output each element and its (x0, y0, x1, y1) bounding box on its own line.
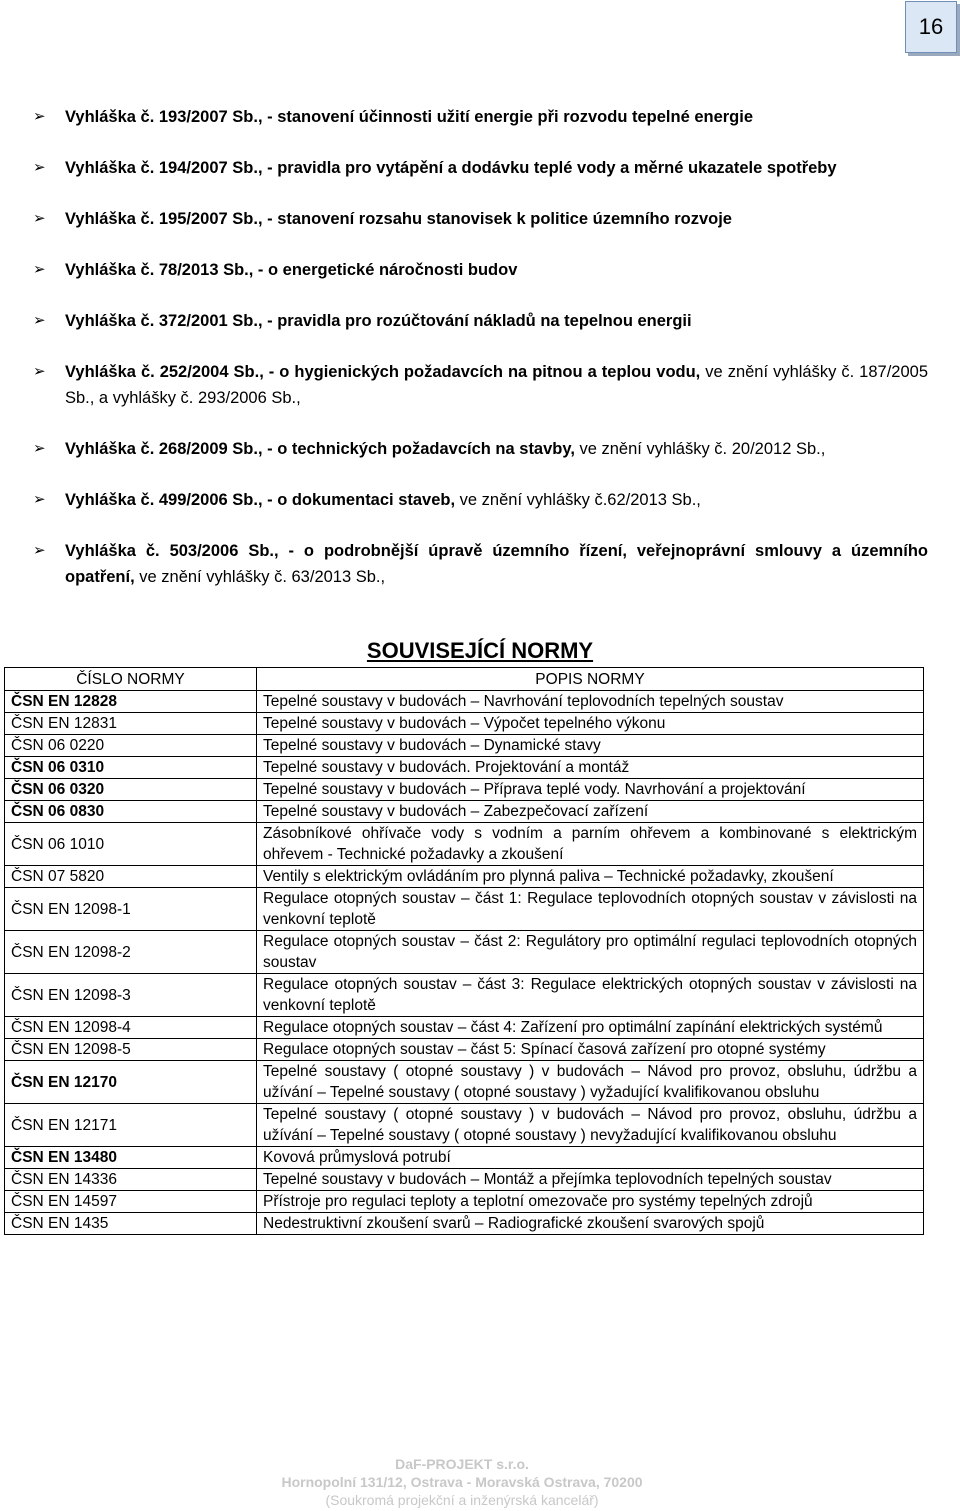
regulation-title: Vyhláška č. 193/2007 Sb., - stanovení účinnosti užití energie při rozvodu tepelné energie (65, 108, 754, 126)
table-row (5, 1191, 924, 1213)
table-row (5, 691, 924, 713)
table-row (5, 866, 924, 888)
footer-note: (Soukromá projekční a inženýrská kancelář) (325, 1492, 599, 1508)
norm-description: Tepelné soustavy v budovách – Příprava teplé vody. Navrhování a projektování (257, 779, 924, 801)
footer-company: DaF-PROJEKT s.r.o. (395, 1456, 529, 1472)
section-title: SOUVISEJÍCÍ NORMY (366, 638, 594, 663)
arrow-bullet-icon: ➢ (33, 312, 46, 329)
norm-code: ČSN 06 0830 (5, 801, 257, 823)
norm-code: ČSN EN 14336 (5, 1169, 257, 1191)
norm-description: Tepelné soustavy v budovách. Projektování a montáž (257, 757, 924, 779)
regulation-title: Vyhláška č. 194/2007 Sb., - pravidla pro vytápění a dodávku teplé vody a měrné ukazatele spotřeby (65, 159, 837, 177)
list-item (33, 104, 928, 130)
norm-description: Nedestruktivní zkoušení svarů – Radiografické zkoušení svarových spojů (257, 1213, 924, 1235)
norm-description: Tepelné soustavy v budovách – Montáž a přejímka teplovodních tepelných soustav (257, 1169, 924, 1191)
table-row (5, 1213, 924, 1235)
page-footer (0, 1455, 924, 1509)
regulation-title: Vyhláška č. 78/2013 Sb., - o energetické náročnosti budov (65, 261, 518, 279)
table-row (5, 735, 924, 757)
arrow-bullet-icon: ➢ (33, 542, 46, 559)
norm-description: Tepelné soustavy v budovách – Výpočet tepelného výkonu (257, 713, 924, 735)
norm-description: Regulace otopných soustav – část 5: Spínací časová zařízení pro otopné systémy (257, 1039, 924, 1061)
table-row (5, 823, 924, 866)
table-row (5, 1039, 924, 1061)
regulation-title: Vyhláška č. 252/2004 Sb., - o hygienických požadavcích na pitnou a teplou vodu, (65, 363, 701, 381)
list-item (33, 257, 928, 283)
regulation-title: Vyhláška č. 268/2009 Sb., - o technických požadavcích na stavby, (65, 440, 575, 458)
norm-description: Ventily s elektrickým ovládáním pro plynná paliva – Technické požadavky, zkoušení (257, 866, 924, 888)
column-header-code: ČÍSLO NORMY (5, 668, 257, 691)
table-row (5, 1017, 924, 1039)
arrow-bullet-icon: ➢ (33, 261, 46, 278)
table-row (5, 779, 924, 801)
norm-description: Přístroje pro regulaci teploty a teplotní omezovače pro systémy tepelných zdrojů (257, 1191, 924, 1213)
arrow-bullet-icon: ➢ (33, 440, 46, 457)
regulation-amendment: ve znění vyhlášky č.62/2013 Sb., (455, 491, 701, 509)
norm-code: ČSN EN 13480 (5, 1147, 257, 1169)
norm-code: ČSN EN 12171 (5, 1104, 257, 1147)
norm-description: Tepelné soustavy ( otopné soustavy ) v budovách – Návod pro provoz, obsluhu, údržbu a užívání – Tepelné soustavy ( otopné soustavy ) nevyžadující kvalifikovanou obsluhu (257, 1104, 924, 1147)
table-row (5, 1147, 924, 1169)
norm-code: ČSN EN 12098-1 (5, 888, 257, 931)
list-item (33, 436, 928, 462)
norms-table (4, 667, 924, 1235)
regulation-list (33, 104, 928, 590)
list-item (33, 206, 928, 232)
norm-code: ČSN 06 0310 (5, 757, 257, 779)
norm-code: ČSN 06 0320 (5, 779, 257, 801)
norm-code: ČSN EN 12170 (5, 1061, 257, 1104)
column-header-description: POPIS NORMY (257, 668, 924, 691)
arrow-bullet-icon: ➢ (33, 491, 46, 508)
table-header-row (5, 668, 924, 691)
norm-code: ČSN 06 0220 (5, 735, 257, 757)
norm-description: Regulace otopných soustav – část 3: Regulace elektrických otopných soustav v závislosti na venkovní teplotě (257, 974, 924, 1017)
regulation-amendment: ve znění vyhlášky č. 20/2012 Sb., (574, 440, 826, 458)
list-item (33, 359, 928, 411)
norm-code: ČSN EN 12098-3 (5, 974, 257, 1017)
footer-address: Hornopolní 131/12, Ostrava - Moravská Ostrava, 70200 (281, 1474, 643, 1490)
arrow-bullet-icon: ➢ (33, 363, 46, 380)
arrow-bullet-icon: ➢ (33, 108, 46, 125)
table-row (5, 757, 924, 779)
norm-code: ČSN 06 1010 (5, 823, 257, 866)
norm-code: ČSN EN 12831 (5, 713, 257, 735)
list-item (33, 308, 928, 334)
norm-code: ČSN EN 12098-4 (5, 1017, 257, 1039)
norm-code: ČSN 07 5820 (5, 866, 257, 888)
regulation-amendment: ve znění vyhlášky č. 187/2005 Sb., a vyhlášky č. 293/2006 Sb., (65, 363, 928, 407)
norm-description: Regulace otopných soustav – část 2: Regulátory pro optimální regulaci teplovodních otopných soustav (257, 931, 924, 974)
arrow-bullet-icon: ➢ (33, 210, 46, 227)
norm-code: ČSN EN 12828 (5, 691, 257, 713)
norm-description: Regulace otopných soustav – část 4: Zařízení pro optimální zapínání elektrických systémů (257, 1017, 924, 1039)
norm-description: Tepelné soustavy v budovách – Dynamické stavy (257, 735, 924, 757)
table-row (5, 974, 924, 1017)
table-row (5, 931, 924, 974)
norm-code: ČSN EN 12098-2 (5, 931, 257, 974)
norm-code: ČSN EN 1435 (5, 1213, 257, 1235)
norm-description: Tepelné soustavy ( otopné soustavy ) v budovách – Návod pro provoz, obsluhu, údržbu a užívání – Tepelné soustavy ( otopné soustavy ) vyžadující kvalifikovanou obsluhu (257, 1061, 924, 1104)
norm-code: ČSN EN 12098-5 (5, 1039, 257, 1061)
table-row (5, 713, 924, 735)
norm-description: Regulace otopných soustav – část 1: Regulace teplovodních otopných soustav v závislosti na venkovní teplotě (257, 888, 924, 931)
regulation-title: Vyhláška č. 499/2006 Sb., - o dokumentaci staveb, (65, 491, 456, 509)
regulation-title: Vyhláška č. 503/2006 Sb., - o podrobnější úpravě územního řízení, veřejnoprávní smlouvy a územního opatření, (65, 542, 928, 586)
norm-description: Tepelné soustavy v budovách – Zabezpečovací zařízení (257, 801, 924, 823)
regulation-title: Vyhláška č. 195/2007 Sb., - stanovení rozsahu stanovisek k politice územního rozvoje (65, 210, 732, 228)
page-number: 16 (905, 1, 957, 53)
table-row (5, 801, 924, 823)
table-row (5, 888, 924, 931)
regulation-title: Vyhláška č. 372/2001 Sb., - pravidla pro rozúčtování nákladů na tepelnou energii (65, 312, 692, 330)
table-row (5, 1061, 924, 1104)
norm-description: Tepelné soustavy v budovách – Navrhování teplovodních tepelných soustav (257, 691, 924, 713)
list-item (33, 487, 928, 513)
list-item (33, 155, 928, 181)
norm-description: Kovová průmyslová potrubí (257, 1147, 924, 1169)
table-row (5, 1169, 924, 1191)
arrow-bullet-icon: ➢ (33, 159, 46, 176)
list-item (33, 538, 928, 590)
norm-code: ČSN EN 14597 (5, 1191, 257, 1213)
table-row (5, 1104, 924, 1147)
norm-description: Zásobníkové ohřívače vody s vodním a parním ohřevem a kombinované s elektrickým ohřevem - Technické požadavky a zkoušení (257, 823, 924, 866)
regulation-amendment: ve znění vyhlášky č. 63/2013 Sb., (134, 568, 386, 586)
